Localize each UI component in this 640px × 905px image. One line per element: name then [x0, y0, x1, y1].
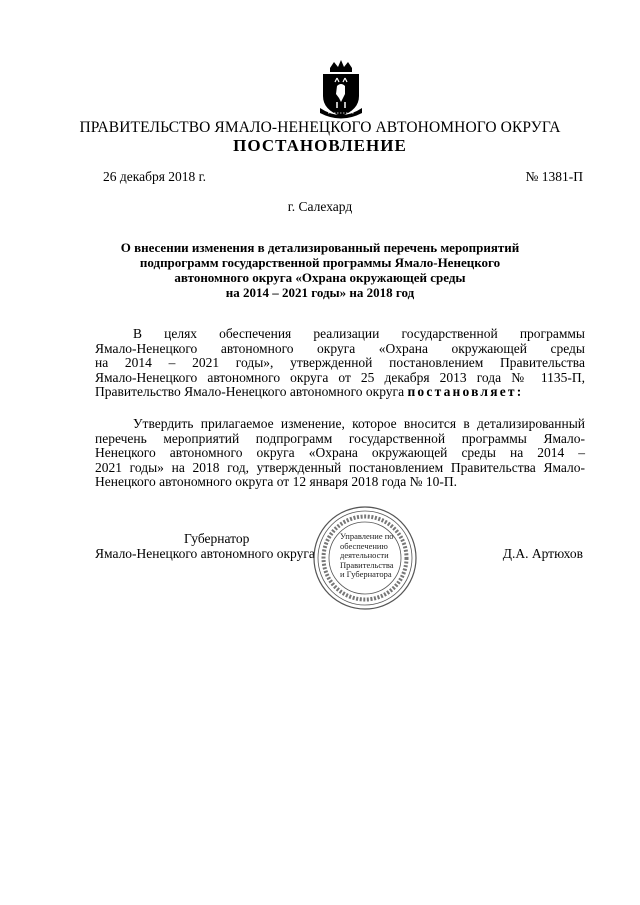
paragraph-line: Ненецкого автономного округа «Охрана окружающей среды на 2014 – — [95, 445, 585, 461]
stamp-inner-text — [340, 532, 410, 580]
stamp-line: и Губернатора — [340, 569, 392, 580]
subject-line: О внесении изменения в детализированный перечень мероприятий — [120, 240, 520, 255]
document-number: № 1381-П — [525, 169, 583, 184]
paragraph-line: на 2014 – 2021 годы», утвержденной постановлением Правительства — [95, 355, 585, 371]
paragraph-line: Утвердить прилагаемое изменение, которое вносится в детализированный — [133, 416, 585, 431]
stamp-line: Правительства — [340, 559, 394, 570]
document-subject — [120, 240, 520, 300]
paragraph-line-text: Правительство Ямало-Ненецкого автономного округа — [95, 384, 408, 400]
signatory-name: Д.А. Артюхов — [502, 546, 583, 561]
resolves-word: постановляет: — [407, 384, 524, 400]
paragraph-line: Ямало-Ненецкого автономного округа от 25 декабря 2013 года № 1135-П, — [95, 369, 585, 385]
document-type: ПОСТАНОВЛЕНИЕ — [233, 136, 407, 155]
subject-line: на 2014 – 2021 годы» на 2018 год — [225, 285, 415, 300]
resolution-paragraph — [95, 417, 585, 490]
coat-of-arms-icon — [318, 58, 364, 120]
stamp-line: деятельности — [340, 550, 389, 561]
paragraph-line: В целях обеспечения реализации государственной программы — [133, 326, 585, 341]
signatory-organization: Ямало-Ненецкого автономного округа — [95, 546, 315, 561]
government-title: ПРАВИТЕЛЬСТВО ЯМАЛО-НЕНЕЦКОГО АВТОНОМНОГО ОКРУГА — [79, 119, 561, 136]
document-city: г. Салехард — [287, 199, 353, 214]
preamble-paragraph — [95, 327, 585, 400]
subject-line: автономного округа «Охрана окружающей среды — [174, 270, 466, 285]
paragraph-line — [95, 385, 585, 400]
signatory-title: Губернатор — [184, 531, 250, 546]
paragraph-line: 2021 годы» на 2018 год, утвержденный постановлением Правительства Ямало- — [95, 459, 585, 475]
document-date: 26 декабря 2018 г. — [103, 169, 207, 184]
stamp-line: Управление по — [340, 531, 394, 541]
paragraph-line: Ямало-Ненецкого автономного округа «Охрана окружающей среды — [95, 340, 585, 356]
paragraph-line: Ненецкого автономного округа от 12 января 2018 года № 10-П. — [95, 474, 457, 490]
stamp-line: обеспечению — [340, 540, 388, 551]
subject-line: подпрограмм государственной программы Ямало-Ненецкого — [139, 255, 501, 270]
paragraph-line: перечень мероприятий подпрограмм государственной программы Ямало- — [95, 430, 585, 446]
